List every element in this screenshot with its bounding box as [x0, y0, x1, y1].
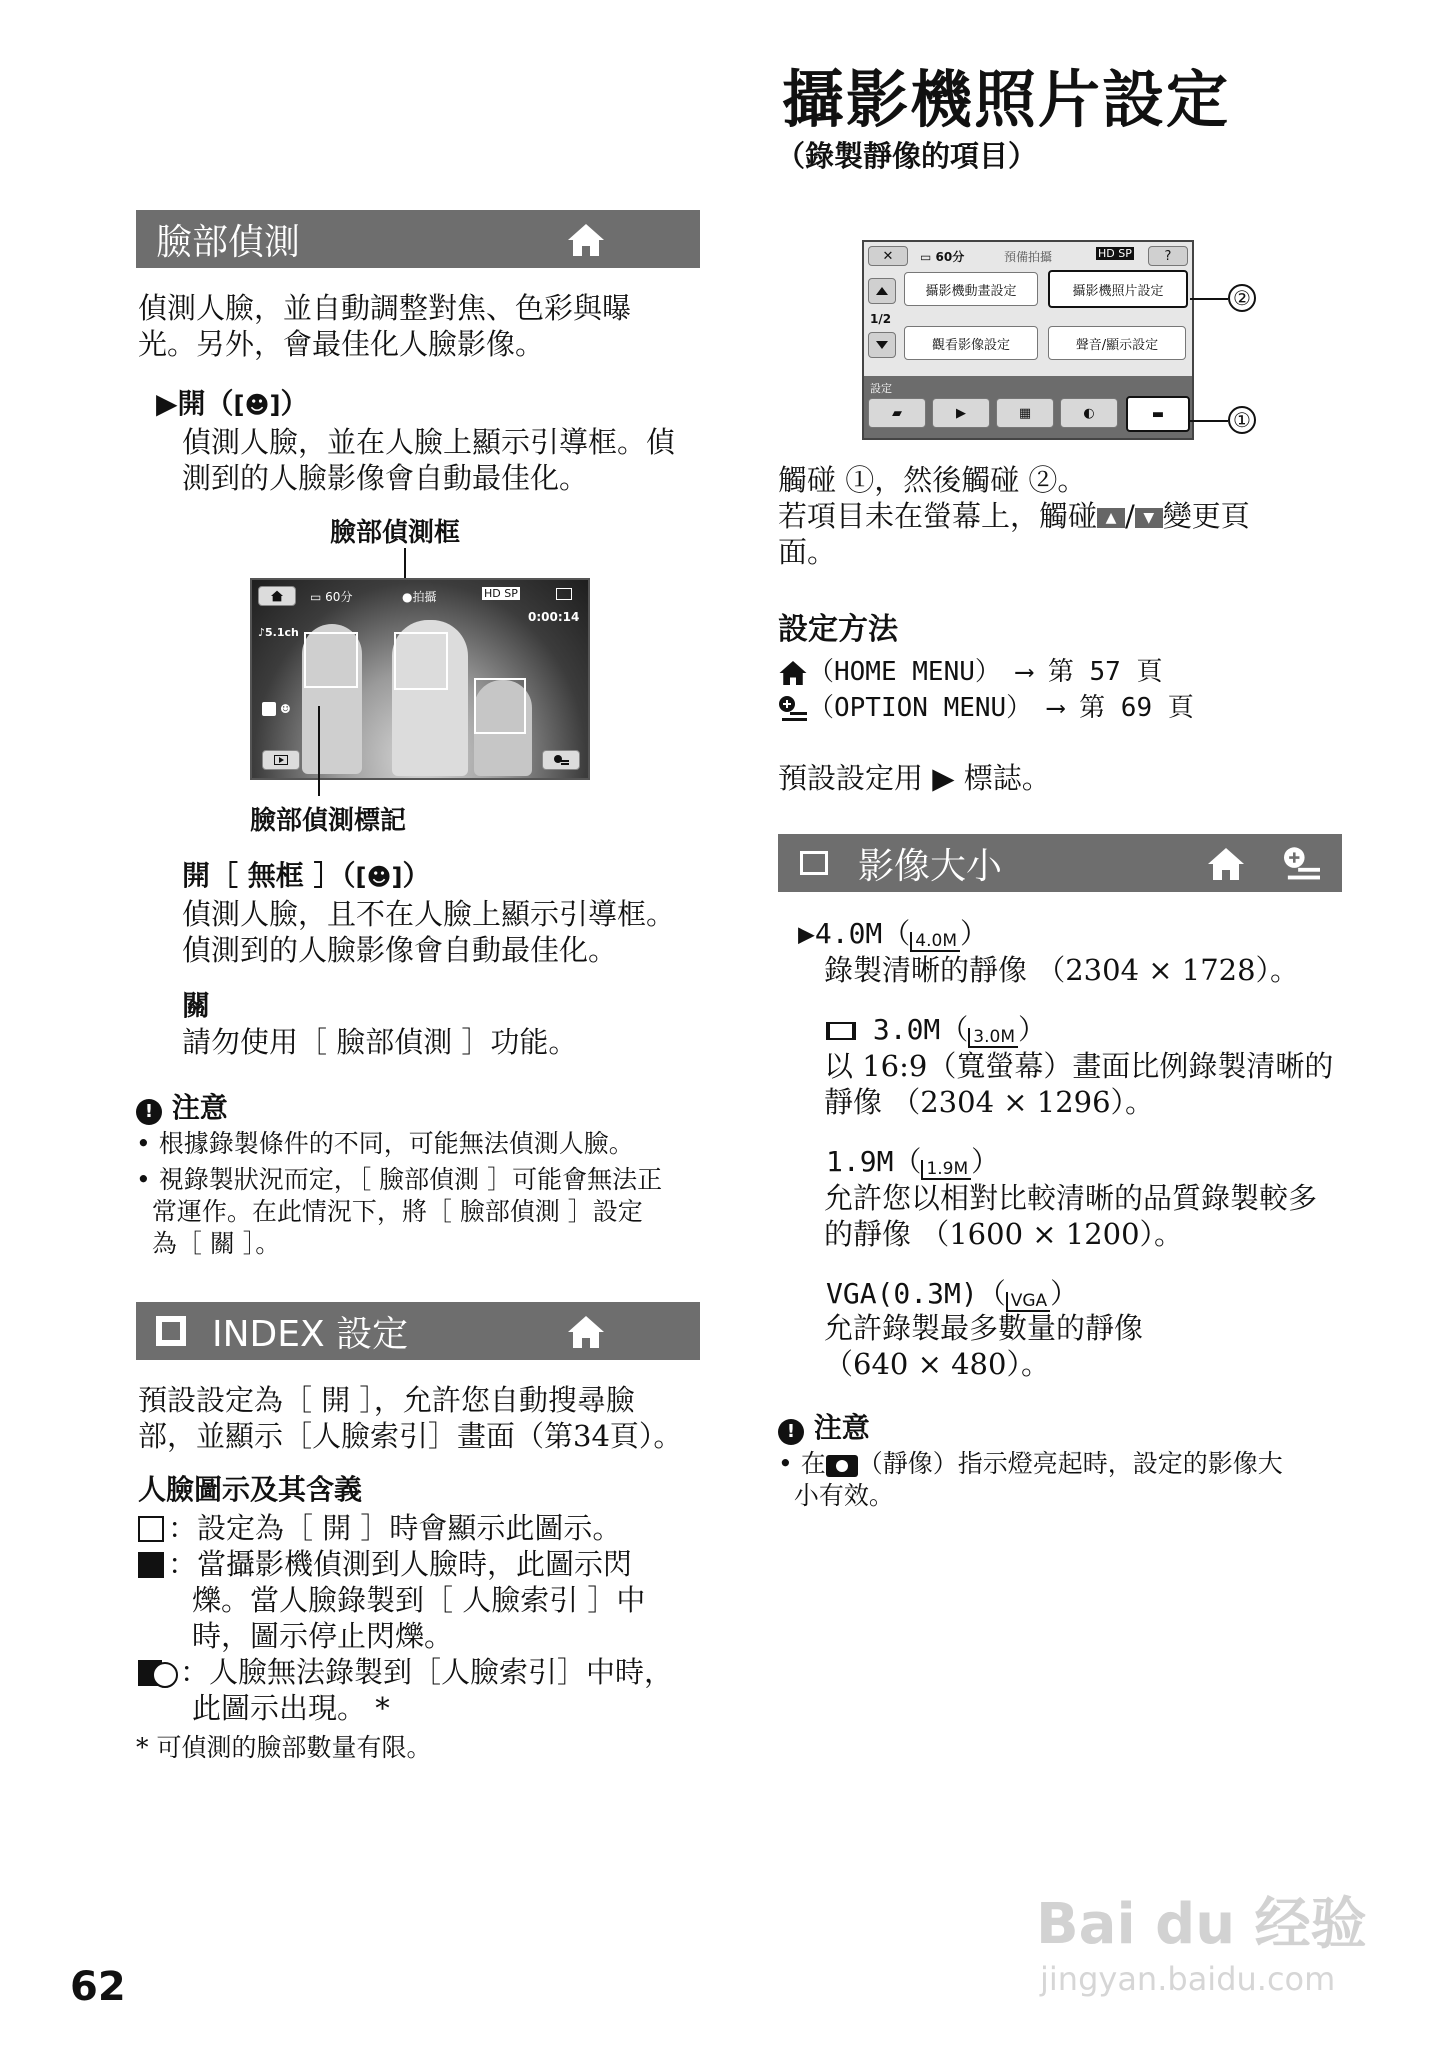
watermark-brand: Bai du 经验 — [1036, 1892, 1367, 1957]
home-icon — [1206, 846, 1246, 882]
cam-option-button[interactable] — [542, 750, 580, 770]
size-opt3-label: 1.9M（ 1.9M ） — [826, 1145, 1000, 1179]
toolbox-icon: ▬ — [1151, 406, 1165, 422]
page-number: 62 — [70, 1964, 126, 2010]
setting-option-line: （OPTION MENU） ⟶ 第 69 頁 — [778, 690, 1194, 726]
menu-help-button[interactable]: ? — [1148, 246, 1188, 266]
size-1-9m-icon: 1.9M — [921, 1160, 971, 1180]
frame-label: 臉部偵測框 — [330, 518, 461, 548]
cam-battery: ▭ 60分 — [310, 590, 353, 604]
face-note-1: • 根據錄製條件的不同，可能無法偵測人臉。 — [136, 1129, 634, 1158]
face-opt1-desc-1: 偵測人臉，並在人臉上顯示引導框。偵 — [182, 425, 676, 459]
menu-screen — [862, 240, 1194, 440]
page-down-icon: ▼ — [1135, 508, 1163, 528]
face-opt1-label: ▶開（[☻]） — [156, 387, 309, 420]
battery-icon: ▭ — [310, 590, 322, 604]
index-item-2a: ：當攝影機偵測到人臉時，此圖示閃 — [168, 1547, 633, 1581]
index-header — [136, 1302, 700, 1360]
face-note-2c: 為［ 關 ］。 — [136, 1229, 281, 1258]
battery-icon: ▭ — [920, 250, 932, 264]
cam-audio: ♪5.1ch — [258, 626, 299, 639]
index-item-3b: 此圖示出現。 * — [192, 1691, 390, 1725]
cam-time: 0:00:14 — [528, 610, 580, 624]
callout1-line — [1190, 420, 1228, 422]
face-opt2-label: 開［ 無框 ］（[☻]） — [182, 859, 431, 892]
size-4m-icon: 4.0M — [910, 932, 960, 952]
index-title: INDEX 設定 — [212, 1313, 409, 1355]
size-opt4-desc-1: 允許錄製最多數量的靜像 — [824, 1311, 1144, 1345]
index-blink-icon — [138, 1552, 164, 1578]
size-opt4-label: VGA(0.3M)（ VGA ） — [826, 1277, 1079, 1311]
index-item-2b: 爍。當人臉錄製到［ 人臉索引 ］中 — [192, 1583, 646, 1617]
menu-quality: HD SP — [1098, 247, 1132, 260]
size-opt4-desc-2: （640 × 480）。 — [824, 1347, 1050, 1381]
face-frame-2 — [394, 632, 448, 690]
face-index-icon — [156, 1316, 186, 1346]
mark-label: 臉部偵測標記 — [250, 806, 407, 836]
menu-category-label: 設定 — [870, 382, 892, 395]
size-opt3-desc-1: 允許您以相對比較清晰的品質錄製較多 — [824, 1181, 1318, 1215]
cam-rec-status: ●拍攝 — [402, 590, 437, 604]
index-disabled-icon — [138, 1660, 178, 1686]
instruction-line-1: 觸碰 ①，然後觸碰 ②。 — [778, 463, 1087, 497]
size-opt2-label: 3.0M（ 3.0M ） — [826, 1008, 1046, 1048]
face-opt2-desc-1: 偵測人臉，且不在人臉上顯示引導框。 — [182, 897, 676, 931]
menu-close-button[interactable]: ✕ — [868, 246, 908, 266]
arrow-up-icon — [876, 287, 888, 295]
camera-icon — [826, 1455, 858, 1477]
size-opt3-desc-2: 的靜像 （1600 × 1200）。 — [824, 1217, 1184, 1251]
size-3m-icon: 3.0M — [968, 1028, 1018, 1048]
page-subtitle: （錄製靜像的項目） — [776, 139, 1038, 173]
face-detection-title: 臉部偵測 — [156, 221, 301, 263]
index-footnote: * 可偵測的臉部數量有限。 — [136, 1733, 432, 1762]
face-frame-off-icon: [☻] — [355, 863, 403, 891]
arrow-down-icon — [876, 341, 888, 349]
face-frame-icon: [☻] — [233, 391, 281, 419]
play-icon — [274, 755, 288, 765]
menu-view-settings-button[interactable]: 觀看影像設定 — [904, 326, 1038, 360]
cam-home-button[interactable] — [258, 586, 296, 606]
size-opt1-desc: 錄製清晰的靜像 （2304 × 1728）。 — [824, 953, 1300, 987]
face-opt1-desc-2: 測到的人臉影像會自動最佳化。 — [182, 461, 589, 495]
image-size-icon — [800, 851, 828, 875]
size-opt2-desc-1: 以 16:9（寬螢幕）畫面比例錄製清晰的 — [824, 1049, 1334, 1083]
index-item-2c: 時，圖示停止閃爍。 — [192, 1619, 454, 1653]
face-index-icon — [262, 702, 276, 716]
camera-icon: ▰ — [892, 405, 902, 421]
home-icon — [270, 590, 284, 602]
setting-home-line: （HOME MENU） ⟶ 第 57 頁 — [778, 654, 1162, 690]
menu-page: 1/2 — [870, 312, 892, 326]
size-note-1: • 在 （靜像）指示燈亮起時，設定的影像大 — [778, 1449, 1283, 1478]
size-note-2: 小有效。 — [778, 1481, 894, 1510]
watermark-url: jingyan.baidu.com — [1040, 1960, 1336, 1998]
face-detection-header — [136, 210, 700, 268]
camera-screen — [250, 578, 590, 780]
caution-icon: ! — [778, 1419, 804, 1445]
menu-status: 預備拍攝 — [1004, 250, 1053, 264]
index-icons-title: 人臉圖示及其含義 — [138, 1473, 363, 1506]
face-detect-mark-icon: ☻ — [280, 702, 291, 716]
home-icon — [566, 222, 606, 258]
home-icon — [778, 659, 808, 687]
face-frame-1 — [304, 632, 358, 688]
face-note-2a: • 視錄製狀況而定，［ 臉部偵測 ］可能會無法正 — [136, 1165, 663, 1194]
index-on-icon — [138, 1516, 164, 1542]
option-icon — [1282, 846, 1322, 882]
face-note-title: ! 注意 — [136, 1086, 228, 1126]
image-size-header — [778, 834, 1342, 892]
setting-default-note: 預設設定用 ▶ 標誌。 — [778, 761, 1051, 795]
page-title: 攝影機照片設定 — [782, 63, 1231, 136]
option-icon — [778, 695, 808, 723]
option-icon — [553, 754, 569, 766]
play-icon: ▶ — [956, 405, 966, 421]
size-vga-icon: VGA — [1006, 1292, 1050, 1312]
instruction-line-2: 若項目未在螢幕上，觸碰 ▲ / ▼ 變更頁 — [778, 499, 1250, 533]
cam-quality: HD SP — [484, 587, 518, 600]
index-intro-2: 部，並顯示［人臉索引］畫面（第34頁）。 — [138, 1419, 683, 1453]
menu-photo-settings-button[interactable]: 攝影機照片設定 — [1048, 270, 1188, 308]
callout-1: ① — [1228, 406, 1256, 434]
cam-view-button[interactable] — [262, 750, 300, 770]
page-up-icon: ▲ — [1097, 508, 1125, 528]
index-item-1: ：設定為［ 開 ］時會顯示此圖示。 — [168, 1511, 622, 1545]
callout2-line — [1190, 298, 1228, 300]
face-opt3-desc: 請勿使用［ 臉部偵測 ］功能。 — [182, 1025, 578, 1059]
tab-playback[interactable] — [932, 398, 990, 428]
size-opt2-desc-2: 靜像 （2304 × 1296）。 — [824, 1085, 1155, 1119]
page-up-button[interactable] — [868, 278, 896, 304]
size-opt1-label: ▶4.0M（ 4.0M ） — [798, 917, 989, 951]
grid-icon: ▦ — [1018, 405, 1032, 421]
index-intro-1: 預設設定為［ 開 ］，允許您自動搜尋臉 — [138, 1383, 635, 1417]
face-intro-2: 光。另外，會最佳化人臉影像。 — [138, 327, 545, 361]
page-down-button[interactable] — [868, 332, 896, 358]
disc-icon: ◐ — [1083, 405, 1095, 421]
instruction-line-3: 面。 — [778, 535, 837, 569]
tab-shooting[interactable] — [868, 398, 926, 428]
size-note-title: ! 注意 — [778, 1406, 870, 1446]
mark-leader-line — [318, 706, 320, 796]
setting-method-title: 設定方法 — [778, 612, 898, 647]
index-item-3a: ：人臉無法錄製到［人臉索引］中時， — [180, 1655, 674, 1689]
menu-movie-settings-button[interactable]: 攝影機動畫設定 — [904, 272, 1038, 306]
menu-battery: ▭ 60分 — [920, 250, 965, 264]
face-frame-3 — [474, 678, 526, 734]
wide-icon — [826, 1022, 856, 1040]
home-icon — [566, 1314, 606, 1350]
tab-output[interactable] — [1060, 398, 1118, 428]
face-opt3-label: 關 — [182, 989, 211, 1022]
tab-settings[interactable] — [1126, 396, 1190, 432]
face-opt2-desc-2: 偵測到的人臉影像會自動最佳化。 — [182, 933, 618, 967]
face-note-2b: 常運作。在此情況下，將［ 臉部偵測 ］設定 — [136, 1197, 643, 1226]
tab-edit[interactable] — [996, 398, 1054, 428]
callout-2: ② — [1228, 284, 1256, 312]
image-size-title: 影像大小 — [858, 845, 1003, 887]
menu-sound-display-button[interactable]: 聲音/顯示設定 — [1048, 326, 1186, 360]
caution-icon: ! — [136, 1099, 162, 1125]
cam-display-icon — [556, 588, 572, 600]
face-intro-1: 偵測人臉，並自動調整對焦、色彩與曝 — [138, 291, 632, 325]
